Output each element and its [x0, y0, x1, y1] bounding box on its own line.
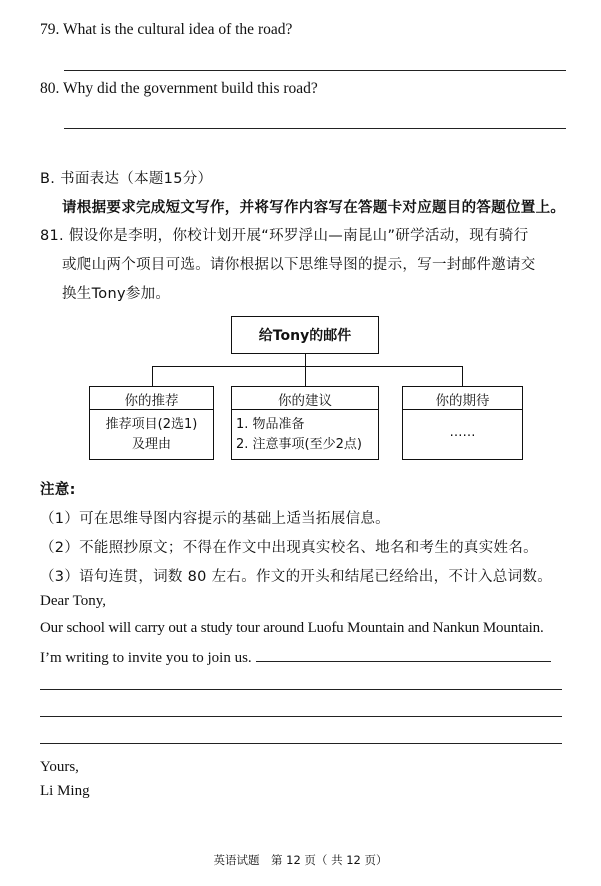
note-3: （3）语句连贯，词数 80 左右。作文的开头和结尾已经给出，不计入总词数。	[40, 569, 552, 585]
question-80: 80. Why did the government build this road?	[40, 80, 318, 97]
question-81-line-3: 换生Tony参加。	[62, 286, 171, 302]
letter-line-2-row	[40, 647, 551, 667]
notes-heading: 注意:	[40, 482, 76, 498]
mindmap-box-suggest	[231, 386, 379, 460]
section-b-instruction: 请根据要求完成短文写作，并将写作内容写在答题卡对应题目的答题位置上。	[62, 200, 566, 216]
connector-right	[462, 366, 463, 386]
mindmap-box-recommend-line-2: 及理由	[131, 437, 171, 452]
writing-blank-inline[interactable]	[256, 647, 551, 662]
question-79: 79. What is the cultural idea of the road?	[40, 21, 293, 38]
mindmap-box-suggest-title: 你的建议	[278, 393, 332, 409]
letter-closing: Yours,	[40, 759, 79, 775]
mindmap-box-recommend-title: 你的推荐	[124, 393, 179, 409]
writing-line-2[interactable]	[40, 716, 562, 717]
mindmap-box-expect	[402, 386, 523, 460]
connector-vertical	[305, 354, 306, 366]
letter-signature: Li Ming	[40, 783, 90, 799]
connector-horizontal	[152, 366, 462, 367]
note-2: （2）不能照抄原文；不得在作文中出现真实校名、地名和考生的真实姓名。	[40, 540, 538, 556]
mindmap-box-suggest-line-1: 1. 物品准备	[236, 417, 305, 432]
letter-line-1: Our school will carry out a study tour around Luofu Mountain and Nankun Mountain.	[40, 620, 544, 636]
answer-line-80[interactable]	[64, 128, 566, 129]
connector-middle	[305, 366, 306, 386]
section-b-heading: B. 书面表达（本题15分）	[40, 171, 213, 187]
answer-line-79[interactable]	[64, 70, 566, 71]
writing-line-3[interactable]	[40, 743, 562, 744]
page-footer: 英语试题 第 12 页（ 共 12 页）	[213, 853, 388, 867]
mindmap-box-expect-title: 你的期待	[435, 393, 490, 409]
mindmap-box-expect-line-1: ……	[449, 425, 476, 440]
connector-left	[152, 366, 153, 386]
question-81-line-2: 或爬山两个项目可选。请你根据以下思维导图的提示，写一封邮件邀请交	[62, 257, 536, 273]
mindmap-box-recommend	[89, 386, 214, 460]
question-81-line-1: 81. 假设你是李明，你校计划开展“环罗浮山—南昆山”研学活动，现有骑行	[40, 228, 529, 244]
note-1: （1）可在思维导图内容提示的基础上适当拓展信息。	[40, 511, 390, 527]
writing-line-1[interactable]	[40, 689, 562, 690]
letter-greeting: Dear Tony,	[40, 593, 107, 609]
mindmap-box-suggest-line-2: 2. 注意事项(至少2点)	[236, 437, 362, 452]
mindmap-root-box	[231, 316, 379, 354]
letter-line-2: I’m writing to invite you to join us.	[40, 650, 252, 666]
mindmap-box-recommend-line-1: 推荐项目(2选1)	[105, 417, 198, 432]
mindmap-root-label: 给Tony的邮件	[258, 328, 352, 344]
